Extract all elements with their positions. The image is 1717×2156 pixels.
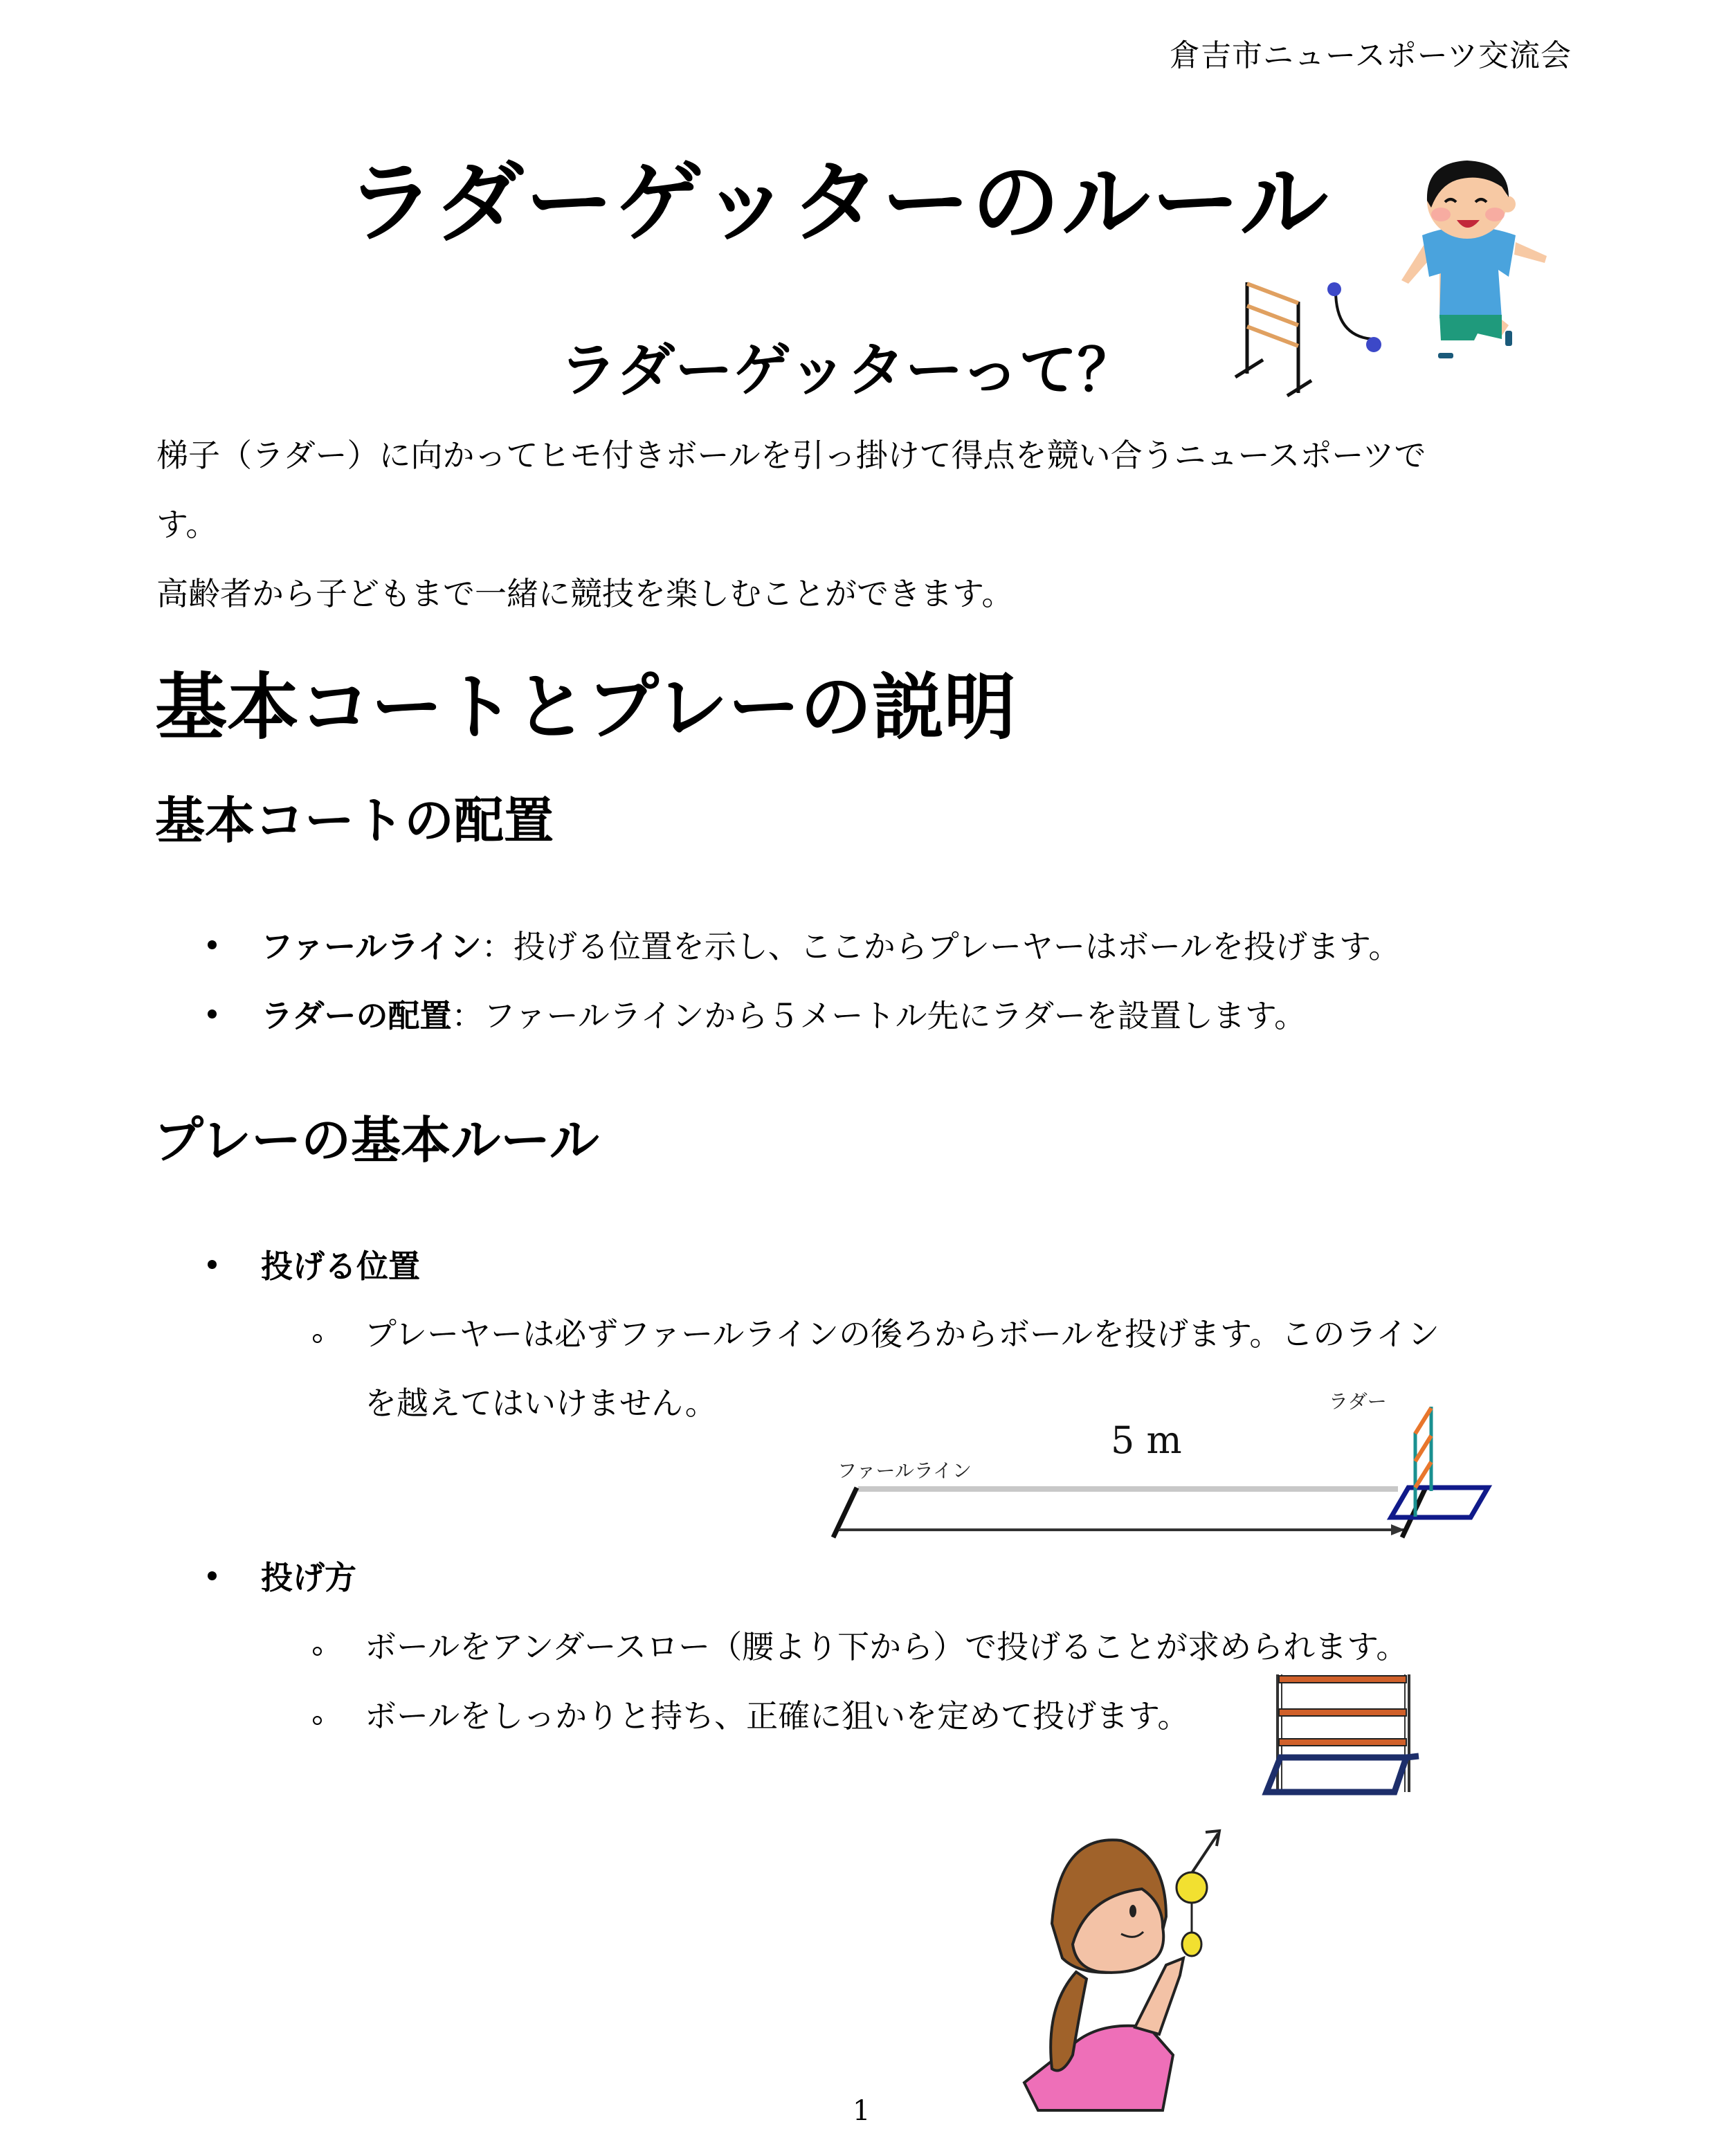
- bullet-icon: [208, 1571, 217, 1580]
- bullet-icon: [208, 940, 217, 949]
- court-item-foul-line: [208, 922, 1400, 967]
- description: 投げる位置を示し、ここからプレーヤーはボールを投げます。: [513, 928, 1401, 965]
- bullet-icon: [208, 1260, 217, 1269]
- court-item-ladder-placement: [208, 991, 1306, 1036]
- intro-line: す。: [156, 506, 218, 543]
- ladder-and-ball-illustration: [1218, 277, 1391, 401]
- subtitle: ラダーゲッターって？: [559, 336, 1136, 404]
- foul-line-label: ファールライン: [837, 1459, 972, 1482]
- bullet-icon: [208, 1010, 217, 1018]
- term: ラダーの配置: [261, 997, 452, 1034]
- court-layout-heading: 基本コートの配置: [155, 792, 554, 850]
- separator: ：: [481, 928, 514, 965]
- intro-line: 梯子（ラダー）に向かってヒモ付きボールを引っ掛けて得点を競い合うニュースポーツで: [156, 437, 1426, 474]
- description: ボールをしっかりと持ち、正確に狙いを定めて投げます。: [365, 1697, 1190, 1735]
- rule-item-throw-position: [208, 1241, 420, 1287]
- running-boy-illustration: [1398, 159, 1550, 360]
- intro-line: 高齢者から子どもまで一緒に競技を楽しむことができます。: [156, 575, 1014, 612]
- description: プレーヤーは必ずファールラインの後ろからボールを投げます。このライン: [365, 1315, 1439, 1353]
- term: 投げ方: [261, 1559, 356, 1596]
- ladder-label: ラダー: [1329, 1390, 1387, 1413]
- page-number: 1: [853, 2095, 871, 2127]
- separator: ：: [451, 997, 484, 1034]
- basic-rules-heading: プレーの基本ルール: [154, 1111, 599, 1169]
- organization-header: 倉吉市ニュースポーツ交流会: [1170, 38, 1572, 73]
- court-distance-diagram: [824, 1384, 1474, 1550]
- rule-subitem: [313, 1622, 1408, 1668]
- girl-throwing-illustration: [997, 1668, 1439, 2124]
- description: ボールをアンダースロー（腰より下から）で投げることが求められます。: [365, 1628, 1408, 1665]
- rule-item-throwing-method: [208, 1553, 356, 1598]
- distance-label: 5 m: [1111, 1418, 1182, 1462]
- sub-bullet-icon: [313, 1647, 322, 1656]
- rule-subitem: [313, 1309, 1439, 1355]
- term: ファールライン: [261, 928, 482, 965]
- section-heading: 基本コートとプレーの説明: [155, 665, 1016, 749]
- sub-bullet-icon: [313, 1716, 322, 1725]
- rule-subitem-continuation: を越えてはいけません。: [365, 1385, 717, 1422]
- sub-bullet-icon: [313, 1334, 322, 1343]
- term: 投げる位置: [261, 1248, 420, 1285]
- description: ファールラインから５メートル先にラダーを設置します。: [483, 997, 1307, 1034]
- document-title: ラダーゲッターのルール: [346, 152, 1330, 255]
